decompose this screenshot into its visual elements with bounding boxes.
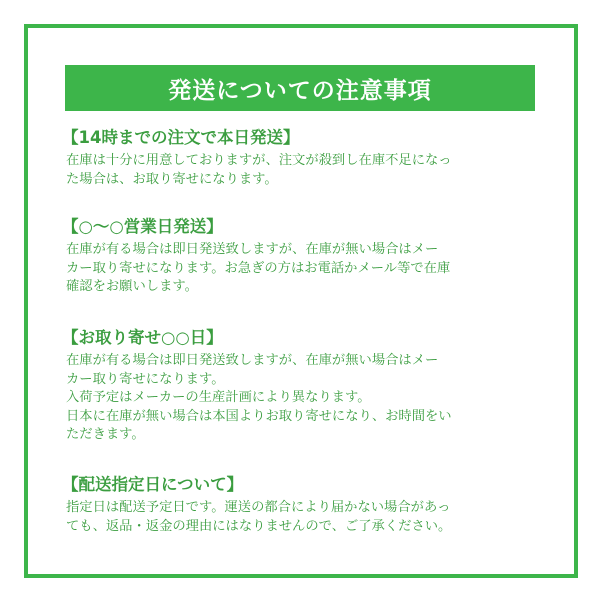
- section-heading: 【○〜○営業日発送】: [62, 217, 223, 236]
- body-line: 在庫が有る場合は即日発送致しますが、在庫が無い場合はメー: [66, 242, 439, 257]
- body-line: カー取り寄せになります。お急ぎの方はお電話かメール等で在庫: [66, 260, 451, 276]
- body-line: 確認をお願いします。: [66, 279, 198, 295]
- body-line: ただきます。: [66, 427, 145, 443]
- body-line: 日本に在庫が無い場合は本国よりお取り寄せになり、お時間をい: [66, 408, 452, 424]
- body-line: 在庫が有る場合は即日発送致しますが、在庫が無い場合はメー: [66, 353, 439, 368]
- body-line: 入荷予定はメーカーの生産計画により異なります。: [66, 390, 371, 406]
- section-delivery-date: [62, 474, 542, 536]
- body-line: 在庫は十分に用意しておりますが、注文が殺到し在庫不足になっ: [66, 153, 452, 168]
- section-business-days-shipping: [62, 216, 542, 297]
- body-line: カー取り寄せになります。: [66, 371, 225, 387]
- section-same-day-shipping: [62, 127, 542, 189]
- body-line: ても、返品・返金の理由にはなりませんので、ご了承ください。: [66, 518, 452, 534]
- body-line: 指定日は配送予定日です。運送の都合により届かない場合があっ: [66, 500, 451, 515]
- section-heading: 【お取り寄せ○○日】: [62, 328, 223, 347]
- section-heading: 【配送指定日について】: [62, 475, 244, 494]
- page-title: 発送についての注意事項: [65, 65, 535, 111]
- body-line: た場合は、お取り寄せになります。: [66, 171, 278, 187]
- section-heading: 【14時までの注文で本日発送】: [62, 128, 300, 147]
- section-backorder: [62, 327, 542, 445]
